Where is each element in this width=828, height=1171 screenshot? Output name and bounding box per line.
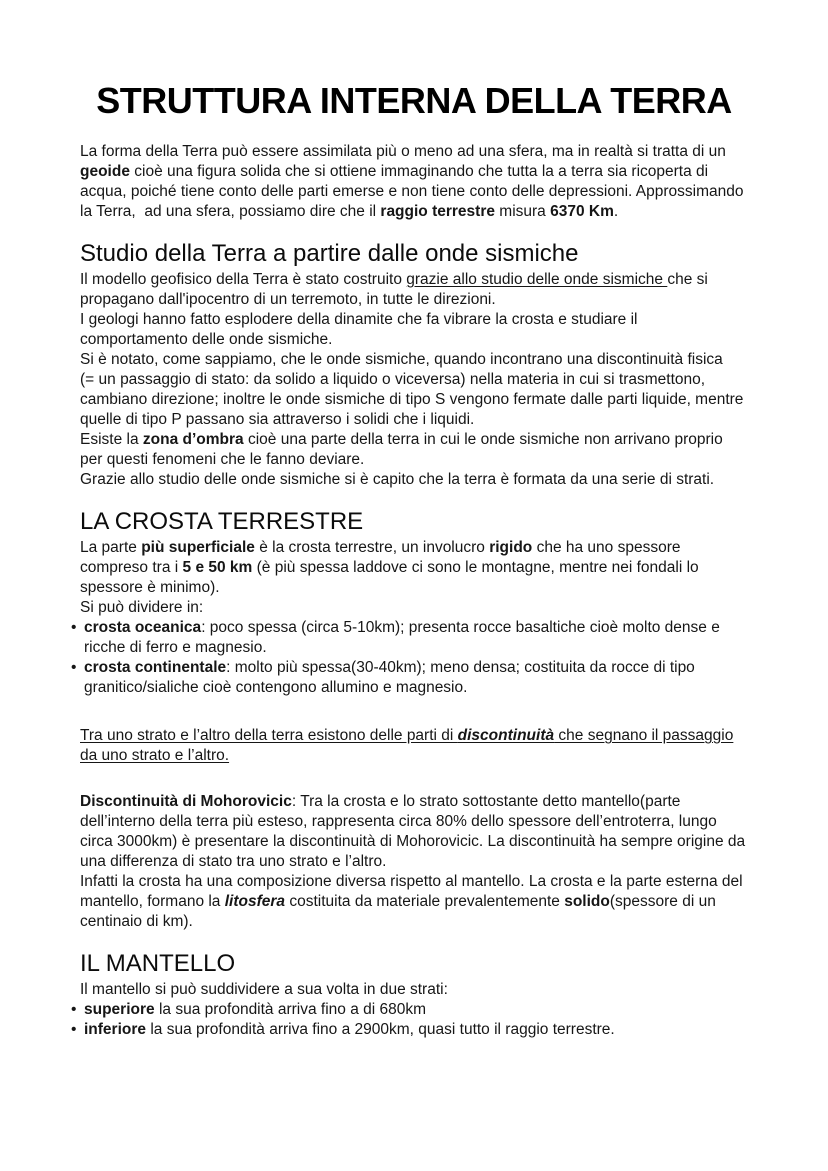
text-run: Il modello geofisico della Terra è stato costruito [80, 271, 407, 288]
text-run: più superficiale [141, 539, 255, 556]
text-run: crosta oceanica [84, 619, 202, 636]
section-onde-sismiche [80, 240, 748, 490]
text-run: Grazie allo studio delle onde sismiche si è capito che la terra è formata da una serie di strati. [80, 471, 715, 488]
text-run: (= un passaggio di stato: da solido a liquido o viceversa) nella materia in cui si trasmettono, cambiano direzione; inoltre le onde sismiche di tipo S vengono fermate dalle parti liquide, mentre quelle di tipo P passano sia attraverso i solidi che i liquidi. [80, 371, 744, 428]
text-run: la sua profondità arriva fino a di 680km [154, 1001, 427, 1018]
text-run: La forma della Terra può essere assimilata più o meno ad una sfera, ma in realtà si tratta di un [80, 143, 726, 160]
text-run: solido [564, 893, 610, 910]
text-run: Si è notato, come sappiamo, che le onde sismiche, quando incontrano una discontinuità fisica [80, 351, 723, 368]
text-run: . [613, 203, 619, 220]
text-run: superiore [84, 1001, 155, 1018]
text-run: che si propagano dall'ipocentro di un terremoto, in tutte le direzioni. [80, 271, 708, 308]
intro-paragraph [80, 142, 748, 222]
crosta-bullet-list [80, 618, 748, 698]
text-run: Esiste la [80, 431, 143, 448]
bullet-item-mantello-inferiore [84, 1020, 748, 1040]
text-run: crosta continentale [84, 659, 227, 676]
bullet-item-crosta-continentale [84, 658, 748, 698]
paragraph-onde-1 [80, 270, 748, 310]
text-run: cioè una parte della terra in cui le onde sismiche non arrivano proprio per questi fenomeni che le fanno deviare. [80, 431, 723, 468]
text-run: Si può dividere in: [80, 599, 204, 616]
text-run: : poco spessa (circa 5-10km); presenta rocce basaltiche cioè molto dense e ricche di ferro e magnesio. [84, 619, 720, 656]
text-run: rigido [489, 539, 533, 556]
paragraph-mohorovicic-2 [80, 872, 748, 932]
text-run: : molto più spessa(30-40km); meno densa; costituita da rocce di tipo granitico/sialiche cioè contengono allumino e magnesio. [84, 659, 695, 696]
text-run: la sua profondità arriva fino a 2900km, quasi tutto il raggio terrestre. [146, 1021, 615, 1038]
mantello-bullet-list [80, 1000, 748, 1040]
paragraph-crosta-2 [80, 598, 748, 618]
text-run: 6370 Km [550, 203, 614, 220]
page-title: STRUTTURA INTERNA DELLA TERRA [96, 80, 732, 121]
text-run: è la crosta terrestre, un involucro [254, 539, 490, 556]
text-run: inferiore [84, 1021, 147, 1038]
paragraph-onde-5 [80, 430, 748, 470]
text-run: zona d’ombra [142, 431, 244, 448]
bullet-item-mantello-superiore [84, 1000, 748, 1020]
paragraph-mantello-1 [80, 980, 748, 1000]
text-run: I geologi hanno fatto esplodere della dinamite che fa vibrare la crosta e studiare il comportamento delle onde sismiche. [80, 311, 638, 348]
paragraph-mohorovicic-1 [80, 792, 748, 872]
section-mantello [80, 950, 748, 1040]
text-run: Infatti la crosta ha una composizione diversa rispetto al mantello. La crosta e la parte esterna del mantello, formano la [80, 873, 743, 910]
section-crosta [80, 508, 748, 932]
text-run: : Tra la crosta e lo strato sottostante detto mantello(parte dell’interno della terra più esteso, rappresenta circa 80% dello spessore dell’entroterra, lungo circa 3000km) è presentare la discontinuità di Mohorovicic. La discontinuità ha sempre origine da una differenza di stato tra uno strato e l’altro. [80, 793, 746, 870]
section-heading-crosta: LA CROSTA TERRESTRE [80, 508, 364, 535]
bullet-item-crosta-oceanica [84, 618, 748, 658]
text-run: litosfera [224, 893, 286, 910]
text-run: misura [494, 203, 551, 220]
text-run: (spessore di un centinaio di km). [80, 893, 716, 930]
text-run: Il mantello si può suddividere a sua volta in due strati: [80, 981, 448, 998]
paragraph-onde-4 [80, 370, 748, 430]
text-run: La parte [80, 539, 142, 556]
text-run: che ha uno spessore compreso tra i [80, 539, 681, 576]
text-run: discontinuità [457, 727, 555, 744]
text-run: geoide [80, 163, 130, 180]
text-run: Tra uno strato e l’altro della terra esistono delle parti di [80, 727, 458, 744]
text-run: 5 e 50 km [182, 559, 253, 576]
paragraph-onde-2 [80, 310, 748, 350]
section-heading-mantello: IL MANTELLO [80, 950, 236, 977]
text-run: cioè una figura solida che si ottiene immaginando che tutta la a terra sia ricoperta di acqua, poiché tiene conto delle parti emerse e non tiene conto delle depressioni. Approssimando la Terra, ad una sfera, possiamo dire che il [80, 163, 744, 220]
paragraph-crosta-1 [80, 538, 748, 598]
text-run: Discontinuità di Mohorovicic [80, 793, 292, 810]
paragraph-onde-6 [80, 470, 748, 490]
text-run: che segnano il passaggio da uno strato e l’altro. [80, 727, 734, 764]
text-run: raggio terrestre [380, 203, 495, 220]
text-run: (è più spessa laddove ci sono le montagne, mentre nei fondali lo spessore è minimo). [80, 559, 699, 596]
paragraph-onde-3 [80, 350, 748, 370]
text-run: costituita da materiale prevalentemente [285, 893, 565, 910]
section-heading-onde-sismiche: Studio della Terra a partire dalle onde sismiche [80, 240, 579, 267]
paragraph-discontinuita [80, 726, 748, 766]
text-run: grazie allo studio delle onde sismiche [406, 271, 668, 288]
